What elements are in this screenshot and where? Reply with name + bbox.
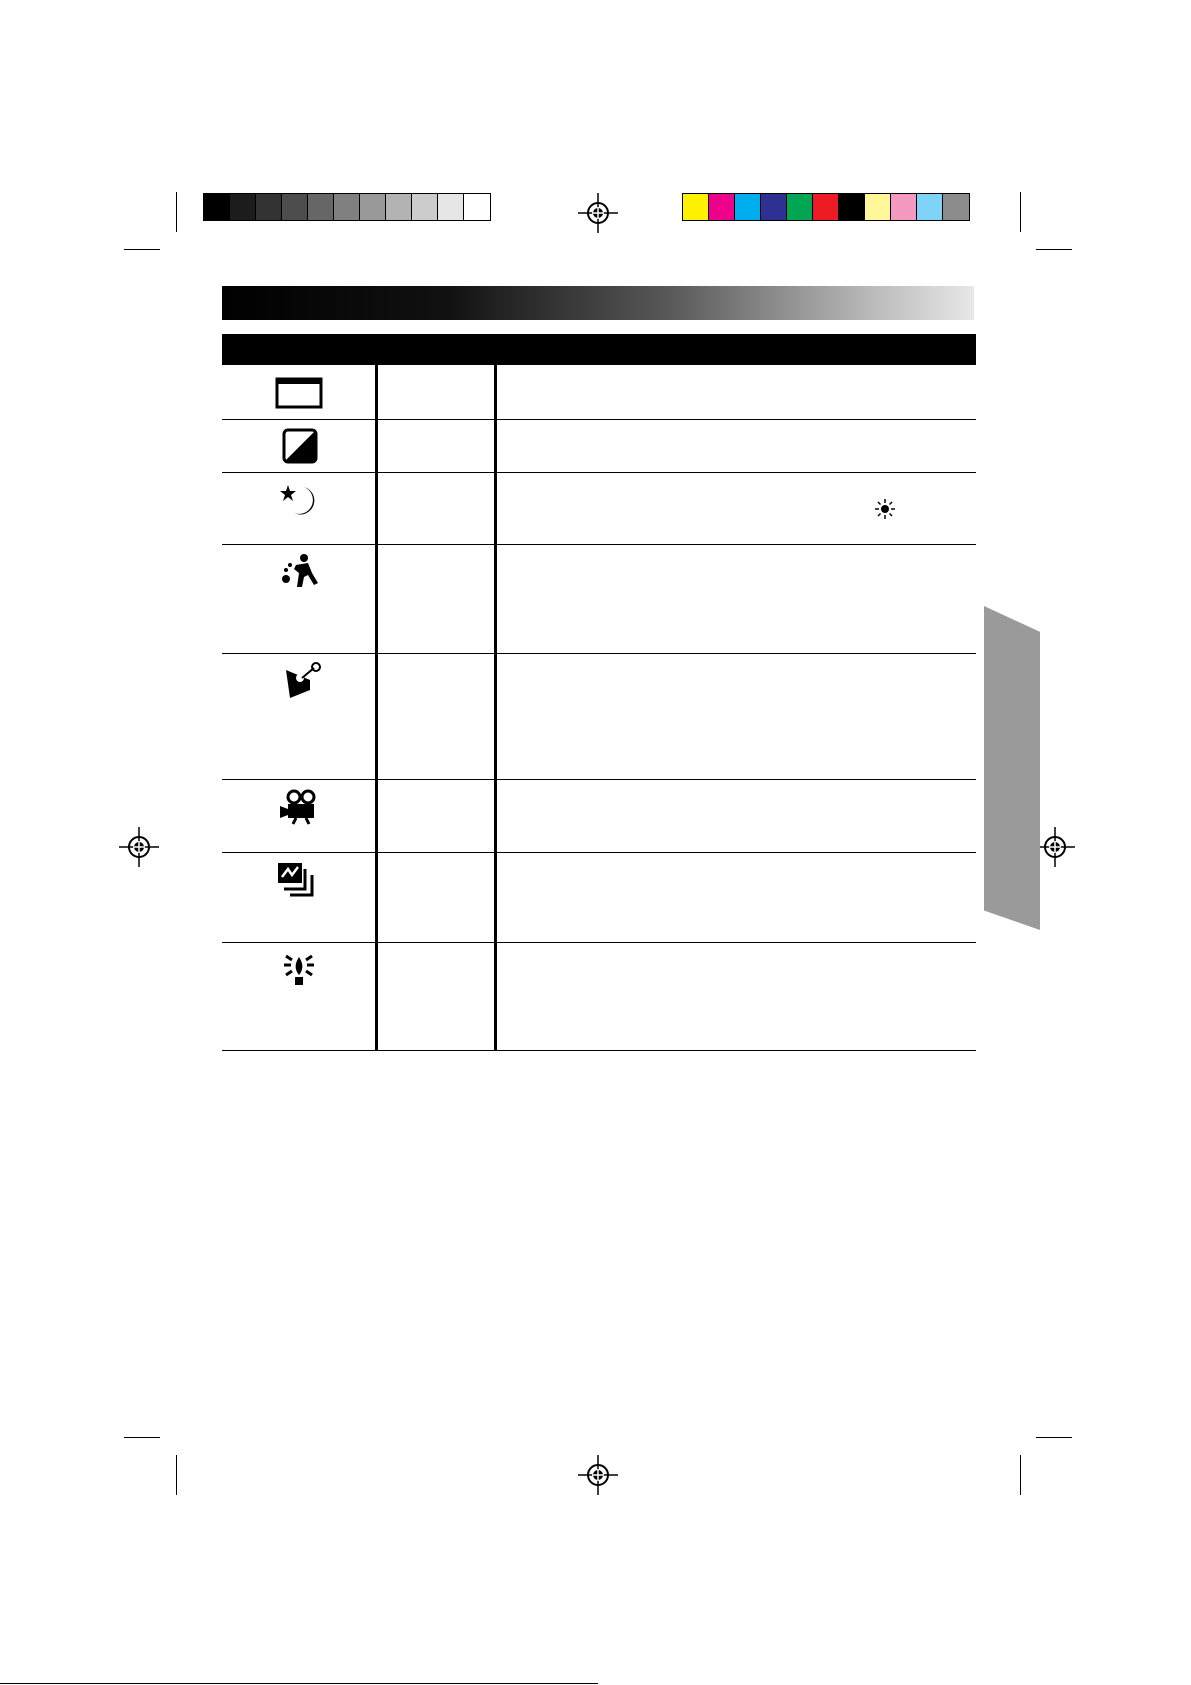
icon-cell (222, 853, 375, 942)
color-calibration-bar (682, 193, 970, 221)
crop-mark (176, 1455, 177, 1495)
table-header (222, 334, 976, 365)
color-swatch (917, 194, 943, 220)
table-row (222, 853, 976, 943)
twilight-icon (274, 481, 324, 519)
icon-cell (222, 473, 375, 544)
registration-mark-icon (578, 1455, 618, 1495)
slug-line (0, 1683, 598, 1684)
color-swatch (761, 194, 787, 220)
table-row (222, 780, 976, 853)
icon-cell (222, 545, 375, 653)
grayscale-swatch (412, 194, 438, 220)
icon-cell (222, 943, 375, 1050)
grayscale-swatch (256, 194, 282, 220)
section-header-band (222, 286, 974, 320)
section-side-tab (984, 606, 1040, 930)
description-cell (494, 473, 976, 544)
crop-mark (124, 1437, 160, 1438)
color-swatch (865, 194, 891, 220)
table-row (222, 365, 976, 420)
icon-cell (222, 420, 375, 472)
strobe-icon (274, 861, 324, 899)
table-row (222, 473, 976, 545)
description-cell (494, 545, 976, 653)
sun-icon (875, 499, 895, 519)
wide-screen-icon (274, 373, 324, 411)
color-swatch (891, 194, 917, 220)
registration-mark-icon (578, 193, 618, 233)
icon-cell (222, 365, 375, 419)
description-cell (494, 365, 976, 419)
mode-cell (375, 943, 494, 1050)
description-cell (494, 420, 976, 472)
program-ae-table (222, 365, 976, 1051)
table-row (222, 654, 976, 780)
description-cell (494, 853, 976, 942)
table-row (222, 545, 976, 654)
registration-mark-icon (119, 827, 159, 867)
grayscale-swatch (334, 194, 360, 220)
color-swatch (943, 194, 969, 220)
description-cell (494, 780, 976, 852)
crop-mark (124, 249, 160, 250)
table-row (222, 943, 976, 1051)
spotlight-icon (274, 951, 324, 989)
color-swatch (735, 194, 761, 220)
color-swatch (787, 194, 813, 220)
sports-icon (274, 553, 324, 591)
crop-mark (1020, 1455, 1021, 1495)
grayscale-swatch (438, 194, 464, 220)
grayscale-swatch (386, 194, 412, 220)
description-cell (494, 943, 976, 1050)
crop-mark (176, 192, 177, 232)
registration-mark-icon (1035, 827, 1075, 867)
mode-cell (375, 545, 494, 653)
description-cell (494, 654, 976, 779)
grayscale-calibration-bar (203, 193, 491, 221)
mode-cell (375, 420, 494, 472)
grayscale-swatch (230, 194, 256, 220)
mode-cell (375, 365, 494, 419)
golf-icon (274, 662, 324, 700)
crop-mark (1036, 1437, 1072, 1438)
cinema-icon (274, 788, 324, 826)
icon-cell (222, 780, 375, 852)
color-swatch (709, 194, 735, 220)
table-row (222, 420, 976, 473)
mode-cell (375, 853, 494, 942)
mode-cell (375, 654, 494, 779)
grayscale-swatch (464, 194, 490, 220)
icon-cell (222, 654, 375, 779)
crop-mark (1020, 192, 1021, 232)
grayscale-swatch (282, 194, 308, 220)
crop-mark (1036, 249, 1072, 250)
grayscale-swatch (308, 194, 334, 220)
mode-cell (375, 780, 494, 852)
grayscale-swatch (360, 194, 386, 220)
grayscale-swatch (204, 194, 230, 220)
color-swatch (813, 194, 839, 220)
mode-cell (375, 473, 494, 544)
color-swatch (683, 194, 709, 220)
color-swatch (839, 194, 865, 220)
sepia-icon (274, 428, 324, 466)
